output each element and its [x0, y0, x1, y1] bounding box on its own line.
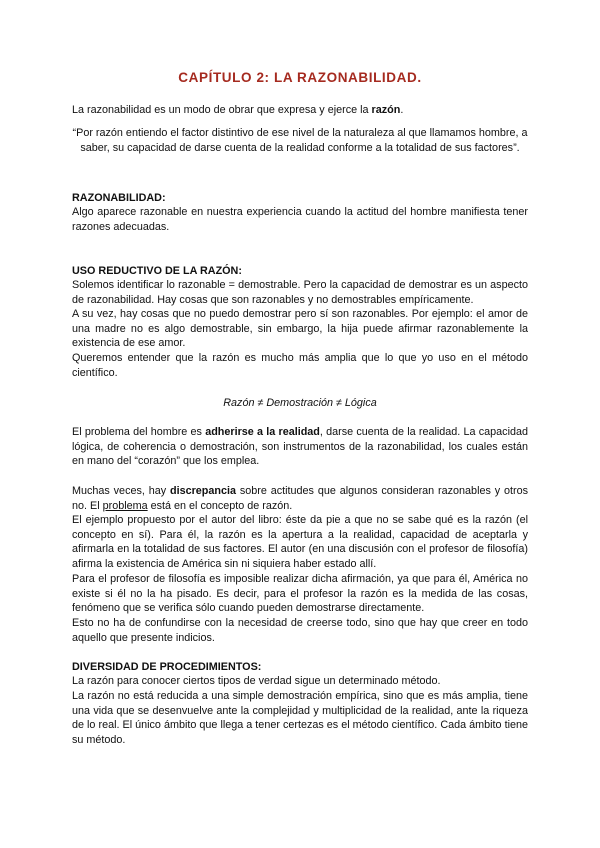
formula-line: Razón ≠ Demostración ≠ Lógica	[223, 397, 377, 409]
p4-end: , darse cuenta de la realidad. La capacidad lógica, de coherencia o demostración, son instrumentos de la razonabilidad, los cuales están en mano del “corazón” que los emplea.	[72, 426, 528, 468]
quote-paragraph: “Por razón entiendo el factor distintivo de ese nivel de la naturaleza al que llamamos hombre, a saber, su capacidad de darse cuenta de la realidad conforme a la totalidad de sus factores”.	[72, 127, 528, 154]
chapter-title: CAPÍTULO 2: LA RAZONABILIDAD.	[178, 70, 422, 85]
uso-reductivo-p1: Solemos identificar lo razonable = demostrable. Pero la capacidad de demostrar es un aspecto de razonabilidad. Hay cosas que son razonables y no demostrables empíricamente.	[72, 279, 528, 306]
uso-reductivo-p5	[72, 484, 528, 513]
intro-bold-razon: razón	[371, 104, 401, 116]
p5-bold: discrepancia	[170, 485, 237, 497]
uso-reductivo-p4	[72, 425, 528, 469]
diversidad-p2: La razón no está reducida a una simple demostración empírica, sino que es más amplia, tiene una vida que se desenvuelve ante la complejidad y multiplicidad de la realidad, ante la riqueza de lo real. El único ámbito que llega a tener certezas es el método científico. Cada ámbito tiene su método.	[72, 690, 528, 746]
heading-diversidad: DIVERSIDAD DE PROCEDIMIENTOS:	[72, 661, 262, 673]
p5-underline: problema	[102, 499, 148, 512]
p5-start: Muchas veces, hay	[72, 485, 170, 497]
p4-start: El problema del hombre es	[72, 426, 206, 438]
intro-end: .	[400, 104, 404, 116]
uso-reductivo-p2: A su vez, hay cosas que no puedo demostrar pero sí son razonables. Por ejemplo: el amor de una madre no es algo demostrable, sin embargo, la hija puede afirmar razonablemente la existencia de ese amor.	[72, 308, 528, 350]
intro-paragraph	[72, 103, 528, 118]
uso-reductivo-p3: Queremos entender que la razón es mucho más amplia que lo que yo uso en el método científico.	[72, 352, 528, 379]
uso-reductivo-p7: Para el profesor de filosofía es imposible realizar dicha afirmación, ya que para él, América no existe si él no la ha pisado. Es decir, para el profesor la razón es la medida de las cosas, fenómeno que se verifica sólo cuando pueden demostrarse directamente.	[72, 573, 528, 615]
heading-uso-reductivo: USO REDUCTIVO DE LA RAZÓN:	[72, 265, 242, 277]
heading-razonabilidad: RAZONABILIDAD:	[72, 192, 166, 204]
intro-text: La razonabilidad es un modo de obrar que expresa y ejerce la	[72, 104, 372, 116]
uso-reductivo-p6: El ejemplo propuesto por el autor del libro: éste da pie a que no se sabe qué es la razón (el concepto en sí). Para él, la razón es la apertura a la realidad, capacidad de aceptarla y afirmarla en la totalidad de sus factores. El autor (en una discusión con el profesor de filosofía) afirma la existencia de América sin ni siquiera haber estado allí.	[72, 514, 528, 570]
uso-reductivo-p8: Esto no ha de confundirse con la necesidad de creerse todo, sino que hay que creer en todo aquello que presente indicios.	[72, 617, 528, 644]
diversidad-p1: La razón para conocer ciertos tipos de verdad sigue un determinado método.	[72, 675, 441, 687]
p4-bold: adherirse a la realidad	[205, 426, 320, 438]
p5-end: está en el concepto de razón.	[147, 499, 293, 512]
p5-mid: sobre actitudes que algunos consideran razonables y otros no. El	[72, 485, 528, 512]
razonabilidad-text: Algo aparece razonable en nuestra experiencia cuando la actitud del hombre manifiesta tener razones adecuadas.	[72, 206, 528, 233]
